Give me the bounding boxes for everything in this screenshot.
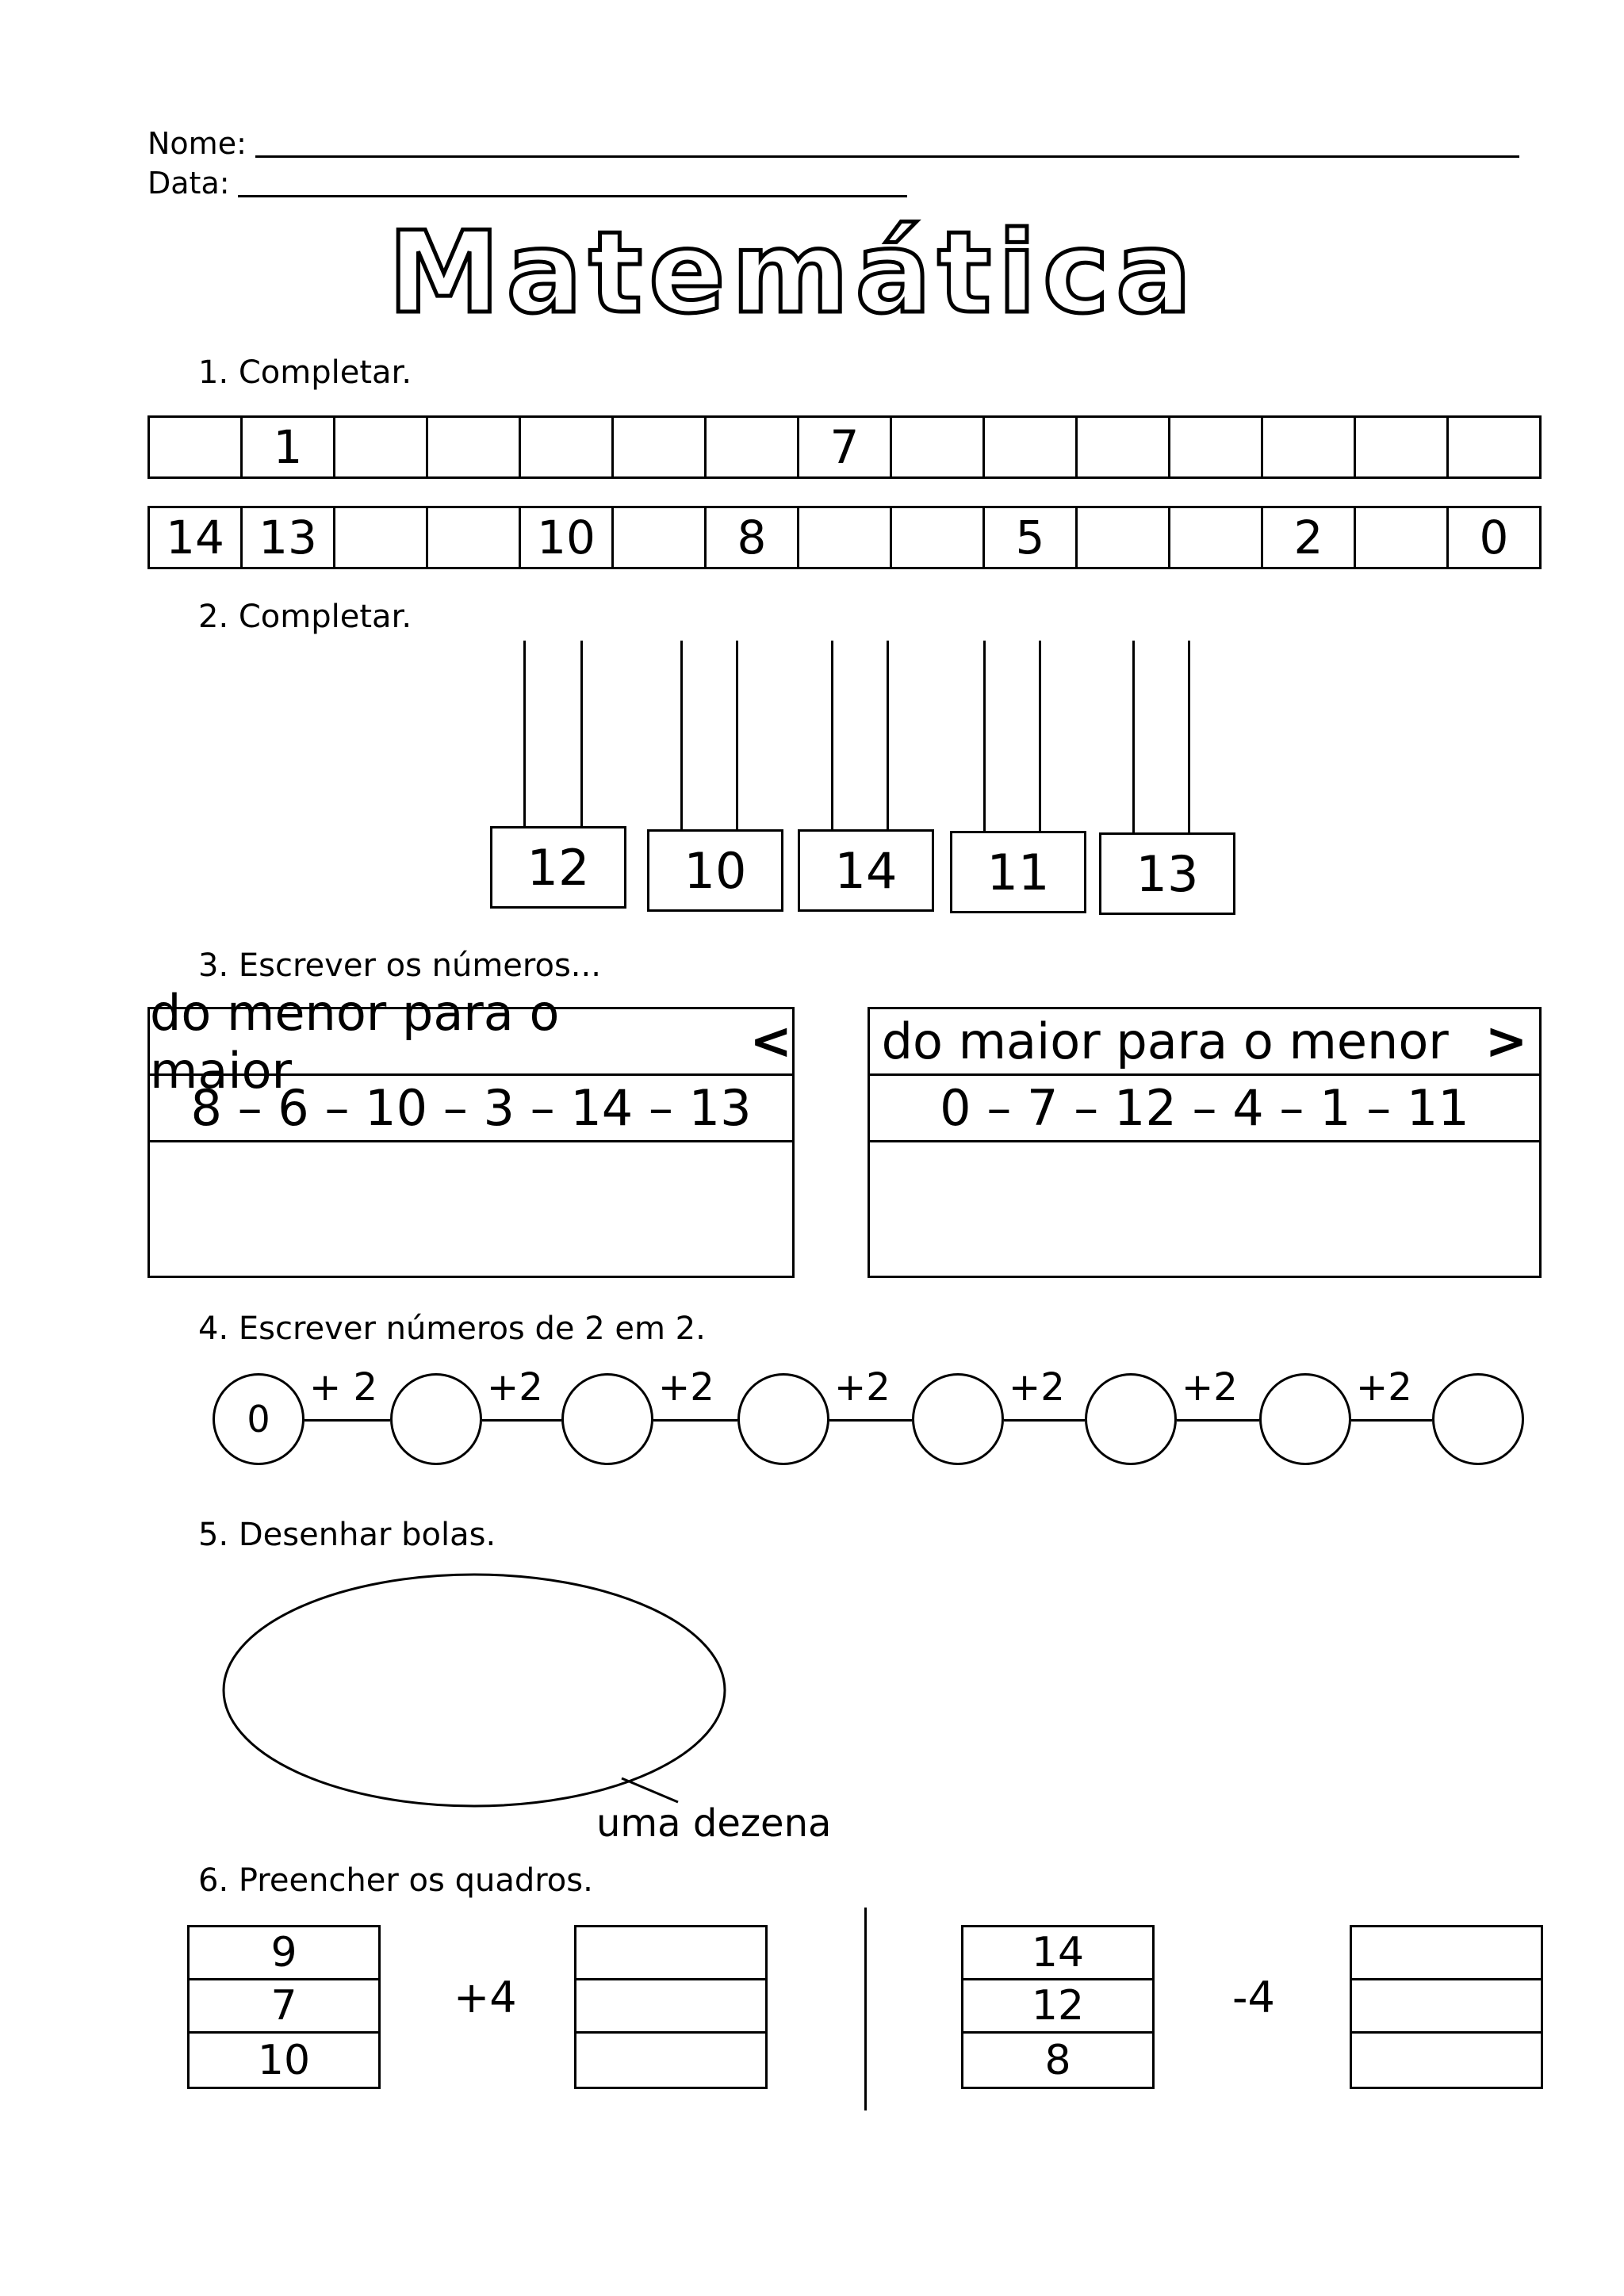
step-connector [829, 1419, 912, 1422]
order-header-text: do maior para o menor [881, 1012, 1449, 1070]
answer-cell[interactable] [1352, 2034, 1541, 2087]
number-cell[interactable] [1356, 418, 1449, 476]
abacus-base-box: 11 [950, 831, 1086, 913]
number-circle: 0 [213, 1373, 304, 1465]
step-label: +2 [487, 1365, 543, 1410]
answer-cell[interactable] [576, 1927, 765, 1980]
abacus-rod [1039, 641, 1041, 831]
abacus-base-box: 10 [647, 829, 783, 912]
question-1-label: 1. Completar. [198, 354, 412, 391]
number-cell: 0 [1479, 511, 1509, 564]
number-cell[interactable] [428, 508, 521, 567]
answer-table-left [574, 1925, 768, 2089]
abacus-rod [523, 641, 526, 826]
drawing-oval[interactable] [224, 1575, 725, 1806]
table-cell: 12 [963, 1980, 1152, 2034]
start-values-table-left [187, 1925, 381, 2089]
number-cell[interactable] [1170, 418, 1263, 476]
number-cell[interactable] [1449, 418, 1539, 476]
step-connector [1004, 1419, 1085, 1422]
page-title: Matemática [388, 208, 1198, 339]
number-cell: 8 [707, 508, 799, 567]
number-cell[interactable] [892, 508, 985, 567]
name-field-line[interactable] [255, 155, 1519, 158]
answer-cell[interactable] [1352, 1927, 1541, 1980]
abacus-rod [680, 641, 683, 829]
name-label: Nome: [147, 126, 247, 161]
number-cell[interactable] [335, 508, 428, 567]
order-box-ascending [147, 983, 795, 1278]
number-row-2 [147, 506, 1542, 569]
operation-label-subtract: -4 [1232, 1973, 1275, 2022]
number-cell: 7 [799, 418, 892, 476]
number-cell: 13 [243, 508, 335, 567]
number-cell[interactable] [892, 418, 985, 476]
abacus-rod [580, 641, 583, 826]
number-circle[interactable] [1432, 1373, 1524, 1465]
number-circle[interactable] [561, 1373, 653, 1465]
step-label: +2 [834, 1365, 891, 1410]
number-cell: 5 [985, 508, 1078, 567]
number-cell[interactable] [335, 418, 428, 476]
number-circle[interactable] [1259, 1373, 1351, 1465]
abacus-base-box: 12 [490, 826, 626, 909]
number-cell[interactable] [150, 418, 243, 476]
step-label: +2 [658, 1365, 714, 1410]
question-5-label: 5. Desenhar bolas. [198, 1517, 496, 1553]
date-field-line[interactable] [238, 195, 907, 197]
step-label: +2 [1356, 1365, 1412, 1410]
step-label: +2 [1009, 1365, 1065, 1410]
step-connector [304, 1419, 390, 1422]
answer-area-ascending[interactable] [150, 1142, 792, 1276]
answer-cell[interactable] [576, 2034, 765, 2087]
number-cell[interactable] [1356, 508, 1449, 567]
number-cell[interactable] [1170, 508, 1263, 567]
question-6-label: 6. Preencher os quadros. [198, 1862, 593, 1899]
answer-cell[interactable] [1352, 1980, 1541, 2034]
answer-area-descending[interactable] [870, 1142, 1539, 1276]
question-4-label: 4. Escrever números de 2 em 2. [198, 1311, 706, 1347]
question-3-label: 3. Escrever os números... [198, 947, 601, 984]
number-cell[interactable] [521, 418, 614, 476]
number-circle[interactable] [737, 1373, 829, 1465]
number-cell: 14 [150, 508, 243, 567]
step-connector [1351, 1419, 1432, 1422]
less-than-symbol: < [749, 1012, 792, 1071]
step-connector [1177, 1419, 1259, 1422]
order-header-text: do menor para o maior [150, 983, 560, 1100]
table-cell: 10 [257, 2036, 311, 2084]
number-row-1 [147, 415, 1542, 479]
number-cell[interactable] [1263, 418, 1356, 476]
number-cell[interactable] [799, 508, 892, 567]
number-cell: 10 [521, 508, 614, 567]
number-cell[interactable] [985, 418, 1078, 476]
order-header-descending [870, 1009, 1539, 1076]
abacus-rod [1188, 641, 1190, 832]
number-circle[interactable] [390, 1373, 482, 1465]
number-cell[interactable] [614, 508, 707, 567]
table-cell: 8 [1044, 2036, 1071, 2084]
step-connector [653, 1419, 737, 1422]
abacus-rod [887, 641, 889, 829]
date-label: Data: [147, 166, 230, 201]
oval-caption: uma dezena [596, 1801, 832, 1846]
abacus-base-box: 14 [798, 829, 934, 912]
number-cell[interactable] [428, 418, 521, 476]
answer-table-right [1350, 1925, 1543, 2089]
greater-than-symbol: > [1484, 1012, 1528, 1071]
number-cell[interactable] [1078, 508, 1170, 567]
operation-label-add: +4 [454, 1973, 517, 2022]
order-numbers-ascending: 8 – 6 – 10 – 3 – 14 – 13 [150, 1076, 792, 1142]
abacus-rod [736, 641, 738, 829]
abacus-rod [1132, 641, 1135, 832]
answer-cell[interactable] [576, 1980, 765, 2034]
order-numbers-descending: 0 – 7 – 12 – 4 – 1 – 11 [870, 1076, 1539, 1142]
order-box-descending [868, 1007, 1542, 1278]
abacus-rod [983, 641, 986, 831]
step-label: + 2 [309, 1365, 378, 1410]
table-cell: 7 [190, 1980, 378, 2034]
number-cell[interactable] [707, 418, 799, 476]
number-circle[interactable] [912, 1373, 1004, 1465]
step-connector [482, 1419, 561, 1422]
number-cell: 2 [1263, 508, 1356, 567]
number-circle[interactable] [1085, 1373, 1177, 1465]
number-cell[interactable] [1078, 418, 1170, 476]
table-cell: 14 [963, 1927, 1152, 1980]
step-label: +2 [1182, 1365, 1238, 1410]
question-2-label: 2. Completar. [198, 599, 412, 635]
order-header-ascending [150, 983, 792, 1100]
number-cell: 1 [243, 418, 335, 476]
start-values-table-right [961, 1925, 1155, 2089]
table-cell: 9 [190, 1927, 378, 1980]
abacus-rod [831, 641, 833, 829]
abacus-base-box: 13 [1099, 832, 1235, 915]
section-divider [864, 1908, 867, 2110]
caption-pointer [622, 1778, 678, 1802]
number-cell[interactable] [614, 418, 707, 476]
